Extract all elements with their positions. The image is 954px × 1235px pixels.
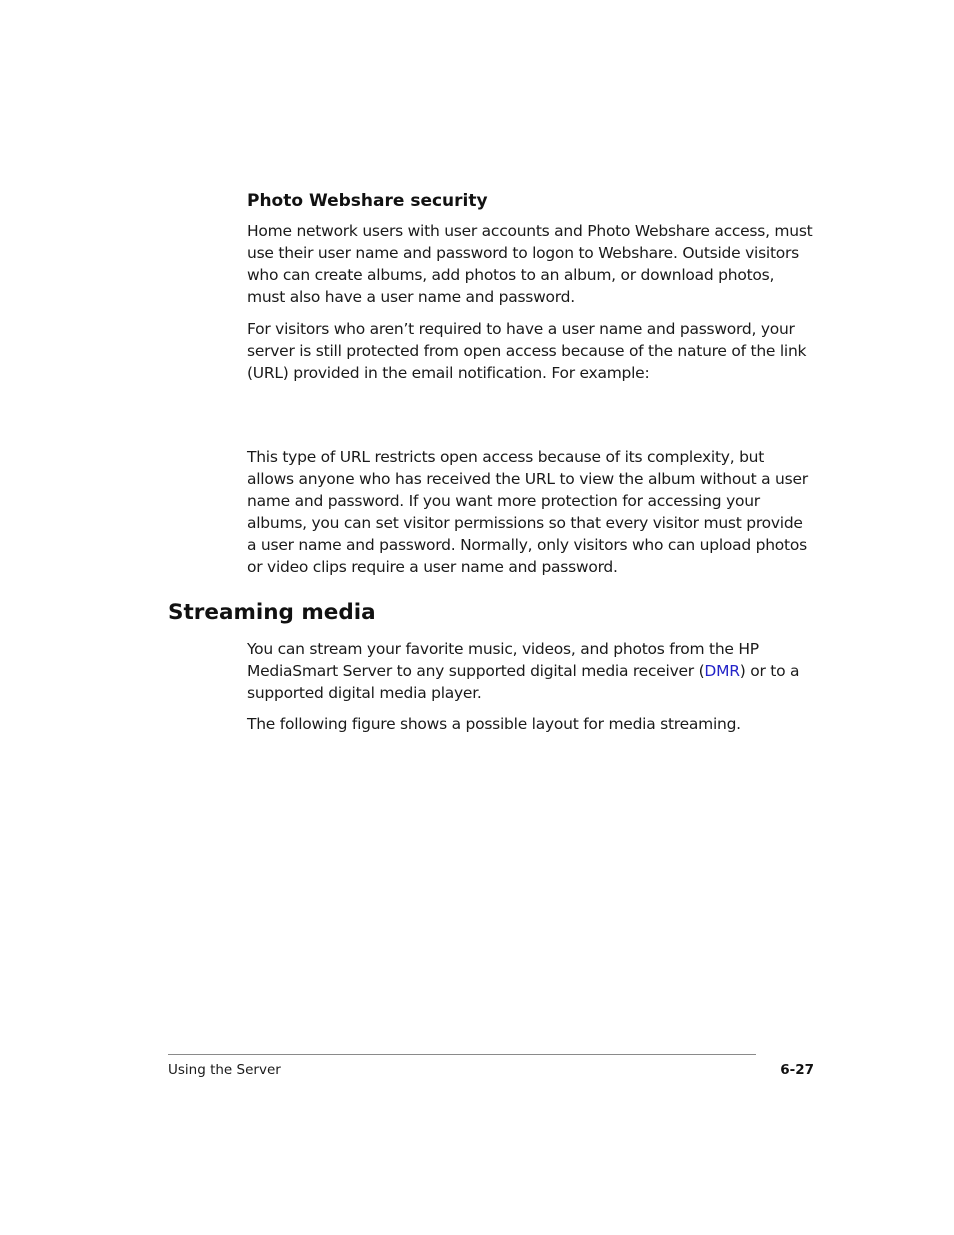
section-subheading: Photo Webshare security (247, 191, 488, 211)
url-restriction-paragraph: This type of URL restricts open access because of its complexity, but allows anyone who has received the URL to view the album without a user name and password. If you want more protection for accessing your albums, you can set visitor permissions so that every visitor must provide a user name and password. Normally, only visitors who can upload photos or video clips require a user name and password. (247, 448, 808, 576)
figure-intro-paragraph: The following figure shows a possible layout for media streaming. (247, 715, 741, 733)
footer-section-title: Using the Server (168, 1062, 281, 1078)
dmr-link[interactable]: DMR (704, 662, 740, 680)
streaming-intro-text-start: You can stream your favorite music, videos, and photos from the HP MediaSmart Server to any supported digital media receiver ( (247, 640, 759, 680)
streaming-intro-paragraph (247, 638, 813, 704)
webshare-access-paragraph: Home network users with user accounts and Photo Webshare access, must use their user name and password to logon to Webshare. Outside visitors who can create albums, add photos to an album, or download photos, must also have a user name and password. (247, 222, 813, 306)
footer-divider (168, 1054, 756, 1055)
page-number: 6-27 (780, 1062, 814, 1078)
streaming-intro-text-end: ) or to a supported digital media player. (247, 662, 800, 702)
section-heading: Streaming media (168, 600, 376, 625)
visitor-protection-paragraph: For visitors who aren’t required to have a user name and password, your server is still protected from open access because of the nature of the link (URL) provided in the email notification. For example: (247, 320, 807, 382)
